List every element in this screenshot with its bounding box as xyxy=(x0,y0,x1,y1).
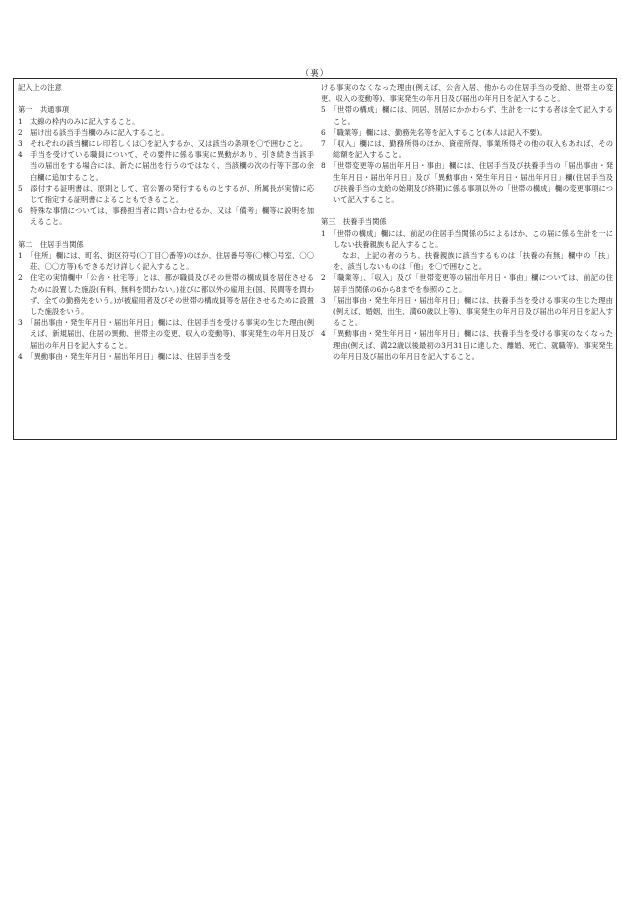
housing-item: 4 「異動事由・発生年月日・届出年月日」欄には、住居手当を受 xyxy=(18,351,231,361)
common-item: 6 特殊な事情については、事務担当者に問い合わせるか、又は「備考」欄等に説明を加えること。 xyxy=(18,206,314,227)
housing-item: 3 「届出事由・発生年月日・届出年月日」欄には、住居手当を受ける事実の生じた理由(例えば、新規届出、住居の異動、世帯主の変更、収入の変動等)、事実発生の年月日及び届出の年月日を記入すること。 xyxy=(18,318,314,350)
common-item: 4 手当を受けている職員について、その要件に係る事実に異動があり、引き続き当該手当の届出をする場合には、新たに届出を行うのではなく、当該欄の次の行等下部の余白欄に追加すること。 xyxy=(18,150,314,182)
common-item: 2 届け出る該当手当欄のみに記入すること。 xyxy=(18,127,169,137)
notes-frame xyxy=(13,78,617,440)
common-item: 3 それぞれの該当欄にレ印若しくは〇を記入するか、又は該当の条項を〇で囲むこと。 xyxy=(18,139,308,148)
notes-title: 記入上の注意 xyxy=(18,83,62,92)
housing-item-continuation: ける事実のなくなった理由(例えば、公舎入居、他からの住居手当の受給、世帯主の変更、収入の変動等)、事実発生の年月日及び届出の年月日を記入すること。 xyxy=(321,83,613,104)
common-item: 1 太線の枠内のみに記入すること。 xyxy=(18,116,140,126)
section-heading-dependent: 第三 扶養手当関係 xyxy=(321,217,387,227)
dependent-item: 4 「異動事由・発生年月日・届出年月日」欄には、扶養手当を受ける事実のなくなった理由(例えば、満22歳以後最初の3月31日に達した、離婚、死亡、就職等)、事実発生の年月日及び届出の年月日を記入すること。 xyxy=(321,329,613,361)
section-heading-housing: 第二 住居手当関係 xyxy=(18,239,84,249)
housing-item: 2 住宅の実情欄中「公舎・社宅等」とは、都が職員及びその世帯の構成員を居住させるために設置した施設(有料、無料を問わない。)並びに都以外の雇用主(国、民間等を問わず、全ての勤務先をいう。)が被雇用者及びその世帯の構成員等を居住させるために設置した施設をいう。 xyxy=(18,273,314,317)
housing-item: 1 「住所」欄には、町名、街区符号(〇丁目〇番等)のほか、住居番号等(〇棟〇号室、〇〇荘、〇〇方等)もできるだけ詳しく記入すること。 xyxy=(18,251,314,272)
dependent-item: 3 「届出事由・発生年月日・届出年月日」欄には、扶養手当を受ける事実の生じた理由(例えば、婚姻、出生、満60歳以上等)、事実発生の年月日及び届出の年月日を記入すること。 xyxy=(321,295,613,328)
notes-left-column xyxy=(18,82,314,362)
housing-item: 5 「世帯の構成」欄には、同居、別居にかかわらず、生計を一にする者は全て記入すること。 xyxy=(321,105,613,126)
notes-right-column xyxy=(321,82,613,362)
page-side-label: （裏） xyxy=(300,69,330,79)
dependent-note: なお、上記の者のうち、扶養親族に該当するものは「扶養の有無」欄中の「扶」を、該当しないものは「他」を〇で囲むこと。 xyxy=(333,251,613,272)
housing-item: 8 「世帯変更等の届出年月日・事由」欄には、住居手当及び扶養手当の「届出事由・発生年月日・届出年月日」及び「異動事由・発生年月日・届出年月日」欄(住居手当及び扶養手当の支給の始期及び終期)に係る事項以外の「世帯の構成」欄の変更事項について記入すること。 xyxy=(321,161,613,205)
housing-item: 7 「収入」欄には、勤務所得のほか、資産所得、事業所得その他の収入もあれば、その総額を記入すること。 xyxy=(321,139,613,160)
section-heading-common: 第一 共通事項 xyxy=(18,105,70,115)
common-item: 5 添付する証明書は、原則として、官公署の発行するものとするが、所属長が実情に応じて指定する証明書によることもできること。 xyxy=(18,183,314,205)
dependent-item: 2 「職業等」、「収入」及び「世帯変更等の届出年月日・事由」欄については、前記の住居手当関係の6から8までを参照のこと。 xyxy=(321,273,613,294)
housing-item: 6 「職業等」欄には、勤務先名等を記入すること(本人は記入不要)。 xyxy=(321,127,547,137)
dependent-item: 1 「世帯の構成」欄には、前記の住居手当関係の5によるほか、この届に係る生計を一にしない扶養親族も記入すること。 xyxy=(321,228,613,249)
